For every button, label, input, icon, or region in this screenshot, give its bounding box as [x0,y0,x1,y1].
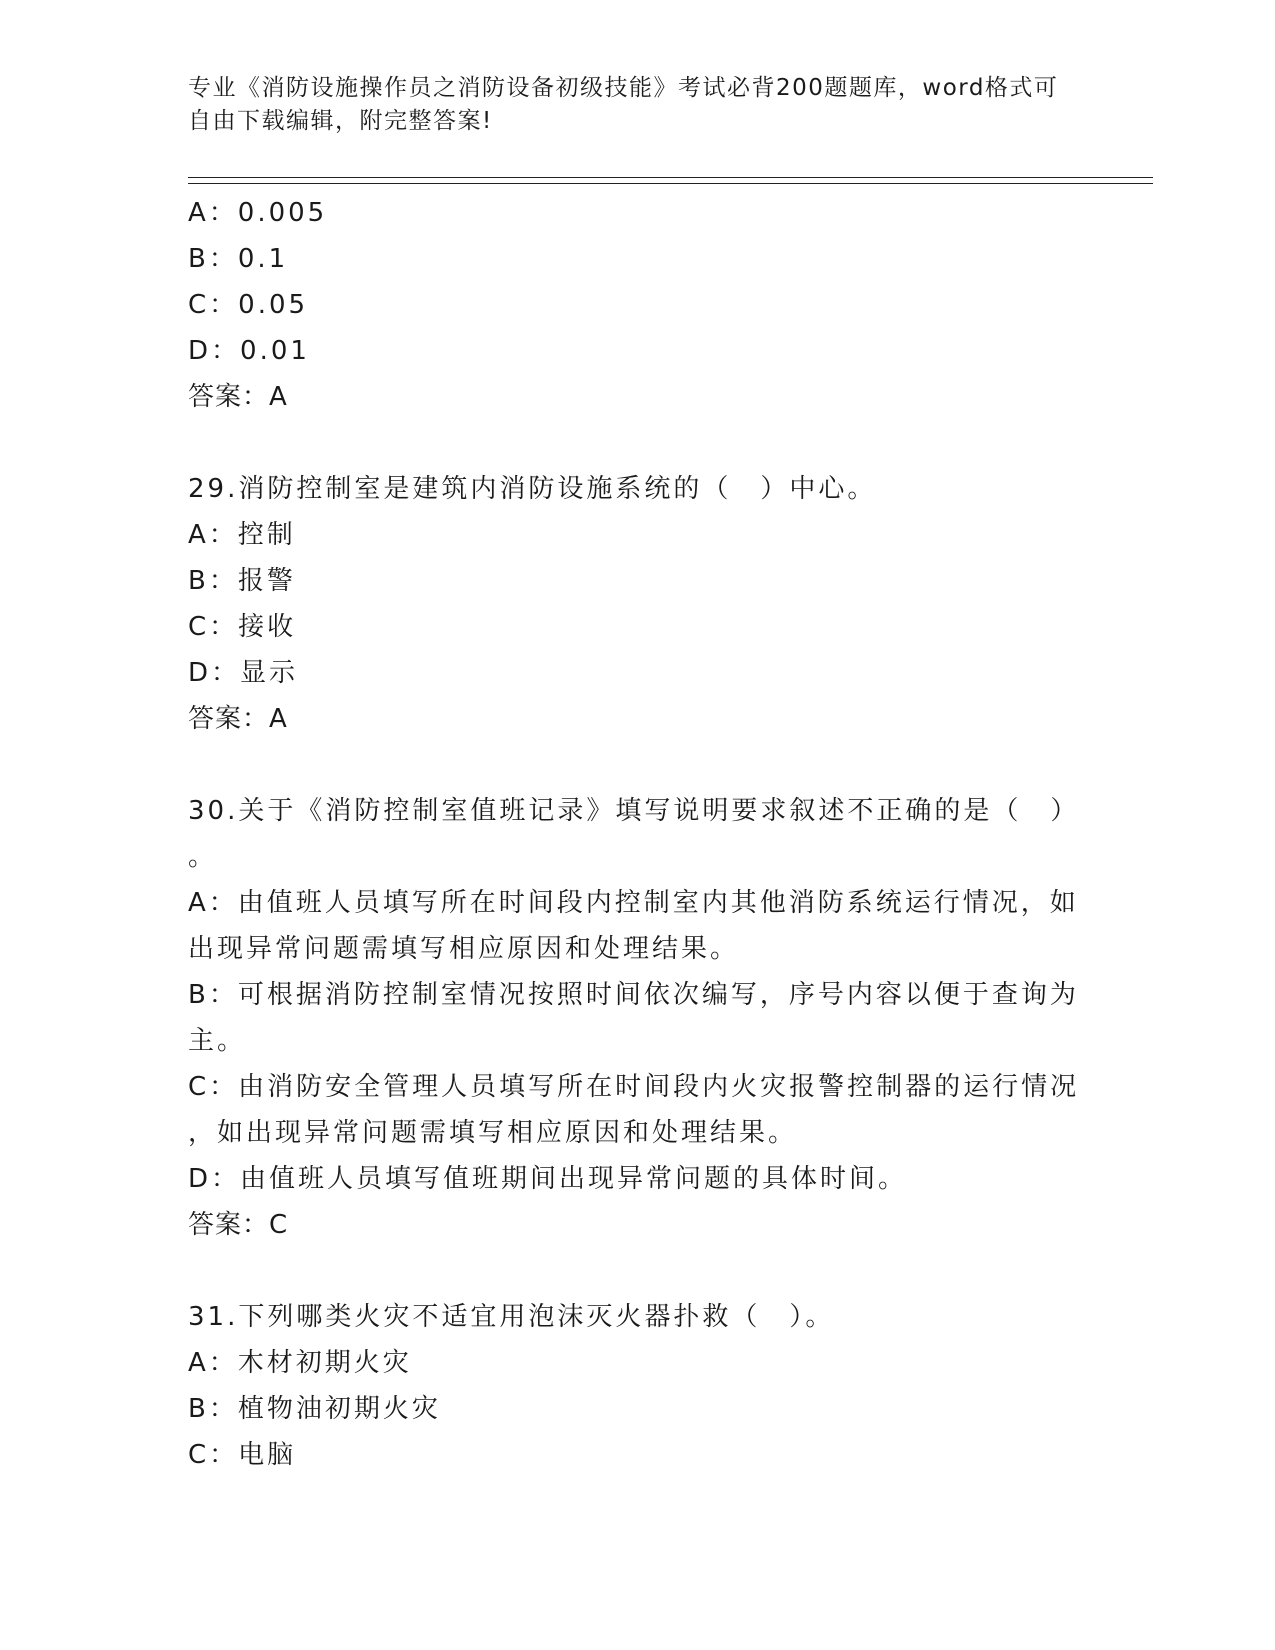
header-rule-bottom [188,183,1153,184]
answer: 答案：A [188,382,288,412]
option-c-line-1: C：由消防安全管理人员填写所在时间段内火灾报警控制器的运行情况 [188,1072,1080,1102]
option-c-line-2: ，如出现异常问题需填写相应原因和处理结果。 [188,1118,798,1148]
option-d: D：0.01 [188,336,310,366]
option-b: B：植物油初期火灾 [188,1394,441,1424]
option-a-line-2: 出现异常问题需填写相应原因和处理结果。 [188,934,740,964]
question-28 [188,190,1073,420]
question-30 [188,788,1080,1248]
option-a: A：控制 [188,520,296,550]
answer: 答案：C [188,1210,289,1240]
option-a: A：0.005 [188,198,328,228]
option-b-line-1: B：可根据消防控制室情况按照时间依次编写，序号内容以便于查询为 [188,980,1079,1010]
option-b-line-2: 主。 [188,1026,247,1056]
question-text: 29.消防控制室是建筑内消防设施系统的（ ）中心。 [188,474,877,504]
option-c: C：0.05 [188,290,309,320]
header-line-2: 自由下载编辑，附完整答案! [188,108,493,134]
option-a: A：木材初期火灾 [188,1348,412,1378]
option-b: B：0.1 [188,244,289,274]
option-c: C：接收 [188,612,297,642]
option-c: C：电脑 [188,1440,297,1470]
spacer [188,742,1073,788]
question-text-line-2: 。 [188,842,218,872]
header-rule-top [188,177,1153,178]
spacer [188,1248,1073,1294]
question-text: 31.下列哪类火灾不适宜用泡沫灭火器扑救（ ）。 [188,1302,835,1332]
spacer [188,420,1073,466]
option-d: D：由值班人员填写值班期间出现异常问题的具体时间。 [188,1164,908,1194]
question-29 [188,466,1073,742]
document-header [188,72,1068,138]
question-list [188,190,1080,1478]
answer: 答案：A [188,704,288,734]
question-text-line-1: 30.关于《消防控制室值班记录》填写说明要求叙述不正确的是（ ） [188,796,1080,826]
question-31 [188,1294,1073,1478]
option-b: B：报警 [188,566,296,596]
option-a-line-1: A：由值班人员填写所在时间段内控制室内其他消防系统运行情况，如 [188,888,1079,918]
header-line-1: 专业《消防设施操作员之消防设备初级技能》考试必背200题题库，word格式可 [188,75,1059,101]
option-d: D：显示 [188,658,299,688]
